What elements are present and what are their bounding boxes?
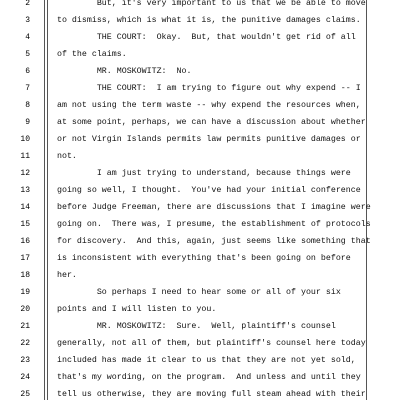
transcript-line: at some point, perhaps, we can have a discussion about whether (57, 118, 366, 127)
line-number: 3 (25, 16, 30, 25)
transcript-line: for discovery. And this, again, just seems like something that (57, 237, 371, 246)
transcript-line: tell us otherwise, they are moving full steam ahead with their (57, 390, 366, 399)
line-number: 2 (25, 0, 30, 8)
transcript-line: of the claims. (57, 50, 127, 59)
transcript-line: or not Virgin Islands permits law permits punitive damages or (57, 135, 361, 144)
line-number: 4 (25, 33, 30, 42)
line-number: 24 (20, 373, 30, 382)
line-number: 6 (25, 67, 30, 76)
transcript-line: generally, not all of them, but plaintiff's counsel here today (57, 339, 366, 348)
line-number: 22 (20, 339, 30, 348)
transcript-line: going so well, I thought. You've had your initial conference (57, 186, 361, 195)
transcript-line: MR. MOSKOWITZ: No. (57, 67, 192, 76)
line-number: 14 (20, 203, 30, 212)
line-number: 12 (20, 169, 30, 178)
line-number: 5 (25, 50, 30, 59)
transcript-line: that's my wording, on the program. And unless and until they (57, 373, 361, 382)
line-number: 9 (25, 118, 30, 127)
transcript-line: is inconsistent with everything that's been going on before (57, 254, 351, 263)
transcript-line: before Judge Freeman, there are discussions that I imagine were (57, 203, 371, 212)
line-number: 23 (20, 356, 30, 365)
transcript-line: going on. There was, I presume, the establishment of protocols (57, 220, 371, 229)
right-margin-rule (366, 0, 367, 400)
transcript-line: MR. MOSKOWITZ: Sure. Well, plaintiff's counsel (57, 322, 336, 331)
transcript-line: I am just trying to understand, because things were (57, 169, 351, 178)
transcript-line: included has made it clear to us that they are not yet sold, (57, 356, 356, 365)
line-number: 10 (20, 135, 30, 144)
line-number: 20 (20, 305, 30, 314)
transcript-line: her. (57, 271, 77, 280)
line-number: 16 (20, 237, 30, 246)
transcript-line: am not using the term waste -- why expend the resources when, (57, 101, 361, 110)
line-number: 17 (20, 254, 30, 263)
line-number: 8 (25, 101, 30, 110)
line-number: 7 (25, 84, 30, 93)
transcript-line: to dismiss, which is what it is, the punitive damages claims. (57, 16, 361, 25)
transcript-line: THE COURT: I am trying to figure out why expend -- I (57, 84, 361, 93)
line-number: 11 (20, 152, 30, 161)
left-margin-rule (47, 0, 48, 400)
left-margin-rule (44, 0, 45, 400)
transcript-line: not. (57, 152, 77, 161)
line-number: 18 (20, 271, 30, 280)
line-number: 15 (20, 220, 30, 229)
line-number: 19 (20, 288, 30, 297)
line-number: 13 (20, 186, 30, 195)
transcript-line: But, it's very important to us that we be able to move (57, 0, 366, 8)
line-number: 25 (20, 390, 30, 399)
transcript-line: points and I will listen to you. (57, 305, 217, 314)
line-number: 21 (20, 322, 30, 331)
transcript-line: So perhaps I need to hear some or all of your six (57, 288, 341, 297)
transcript-line: THE COURT: Okay. But, that wouldn't get rid of all (57, 33, 356, 42)
